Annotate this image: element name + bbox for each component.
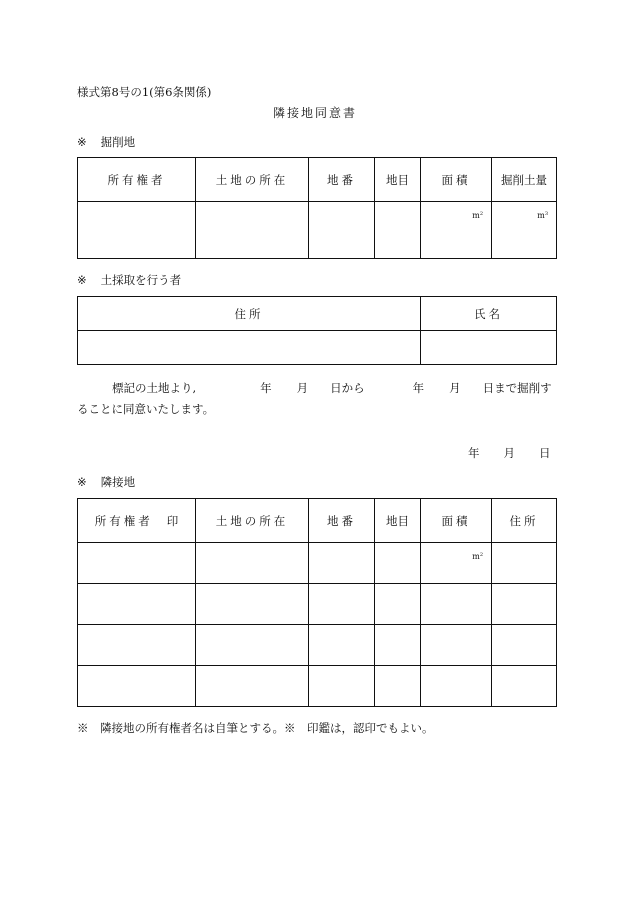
consent-month-1: 月 <box>296 381 309 395</box>
consent-statement-continued: ることに同意いたします。 <box>77 402 215 416</box>
date-day: 日 <box>539 446 551 460</box>
section-label-excavation-site <box>77 134 135 150</box>
land-location-cell[interactable] <box>196 625 309 666</box>
area-cell[interactable] <box>421 202 492 259</box>
adjacent-land-table <box>77 498 557 707</box>
land-category-cell[interactable] <box>375 625 421 666</box>
section-label-extractor <box>77 272 181 288</box>
header-owner: 所有権者 <box>78 158 196 202</box>
lot-number-cell[interactable] <box>309 666 375 707</box>
consent-year-2: 年 <box>412 381 425 395</box>
area-cell[interactable] <box>421 666 492 707</box>
owner-cell[interactable] <box>78 584 196 625</box>
area-cell[interactable] <box>421 584 492 625</box>
reference-mark: ※ <box>77 135 87 149</box>
area-unit: $m^2$ <box>472 552 483 561</box>
section-label-text: 土採取を行う者 <box>100 273 182 287</box>
owner-cell[interactable] <box>78 202 196 259</box>
reference-mark: ※ <box>77 475 87 489</box>
header-land-location: 土地の所在 <box>196 158 309 202</box>
area-unit: $m^2$ <box>472 211 483 220</box>
owner-cell[interactable] <box>78 543 196 584</box>
header-name: 氏名 <box>421 297 557 331</box>
address-cell[interactable] <box>78 331 421 365</box>
excavation-volume-cell[interactable] <box>492 202 557 259</box>
table-row <box>78 584 557 625</box>
land-location-cell[interactable] <box>196 543 309 584</box>
header-land-location: 土地の所在 <box>196 499 309 543</box>
header-seal: 印 <box>166 513 179 528</box>
header-land-category: 地目 <box>375 499 421 543</box>
area-cell[interactable] <box>421 625 492 666</box>
land-category-cell[interactable] <box>375 202 421 259</box>
table-header-row <box>78 297 557 331</box>
table-row <box>78 331 557 365</box>
lot-number-cell[interactable] <box>309 625 375 666</box>
consent-day-from: 日から <box>330 381 365 395</box>
extractor-table <box>77 296 557 365</box>
owner-cell[interactable] <box>78 625 196 666</box>
lot-number-cell[interactable] <box>309 543 375 584</box>
land-location-cell[interactable] <box>196 666 309 707</box>
excavation-site-table <box>77 157 557 259</box>
land-category-cell[interactable] <box>375 543 421 584</box>
land-category-cell[interactable] <box>375 666 421 707</box>
header-owner-seal <box>78 499 196 543</box>
lot-number-cell[interactable] <box>309 584 375 625</box>
table-row <box>78 202 557 259</box>
header-area: 面積 <box>421 158 492 202</box>
land-location-cell[interactable] <box>196 584 309 625</box>
address-cell[interactable] <box>492 666 557 707</box>
header-lot-number: 地番 <box>309 158 375 202</box>
land-category-cell[interactable] <box>375 584 421 625</box>
consent-year-1: 年 <box>260 381 272 395</box>
header-address: 住所 <box>78 297 421 331</box>
consent-month-2: 月 <box>449 381 461 395</box>
header-address: 住所 <box>492 499 557 543</box>
address-cell[interactable] <box>492 625 557 666</box>
document-title: 隣接地同意書 <box>272 106 357 120</box>
date-year: 年 <box>468 446 480 460</box>
header-excavation-volume: 掘削土量 <box>492 158 557 202</box>
address-cell[interactable] <box>492 543 557 584</box>
volume-unit: $m^3$ <box>537 211 548 220</box>
table-header-row <box>78 499 557 543</box>
table-row <box>78 666 557 707</box>
section-label-text: 掘削地 <box>100 135 136 149</box>
header-owner: 所有権者 <box>94 513 153 528</box>
land-location-cell[interactable] <box>196 202 309 259</box>
name-cell[interactable] <box>421 331 557 365</box>
consent-intro: 標記の土地より, <box>112 381 197 395</box>
table-header-row <box>78 158 557 202</box>
table-row <box>78 543 557 584</box>
table-row <box>78 625 557 666</box>
footnote: ※ 隣接地の所有権者名は自筆とする。※ 印鑑は，認印でもよい。 <box>77 721 434 735</box>
consent-statement <box>77 380 555 396</box>
address-cell[interactable] <box>492 584 557 625</box>
date-line <box>468 445 551 461</box>
section-label-adjacent-land <box>77 474 135 490</box>
section-label-text: 隣接地 <box>100 475 136 489</box>
form-number: 様式第8号の1(第6条関係) <box>77 85 212 99</box>
area-cell[interactable] <box>421 543 492 584</box>
header-land-category: 地目 <box>375 158 421 202</box>
header-area: 面積 <box>421 499 492 543</box>
header-lot-number: 地番 <box>309 499 375 543</box>
reference-mark: ※ <box>77 273 87 287</box>
date-month: 月 <box>503 446 515 460</box>
lot-number-cell[interactable] <box>309 202 375 259</box>
consent-day-until: 日まで掘削す <box>482 381 552 395</box>
owner-cell[interactable] <box>78 666 196 707</box>
